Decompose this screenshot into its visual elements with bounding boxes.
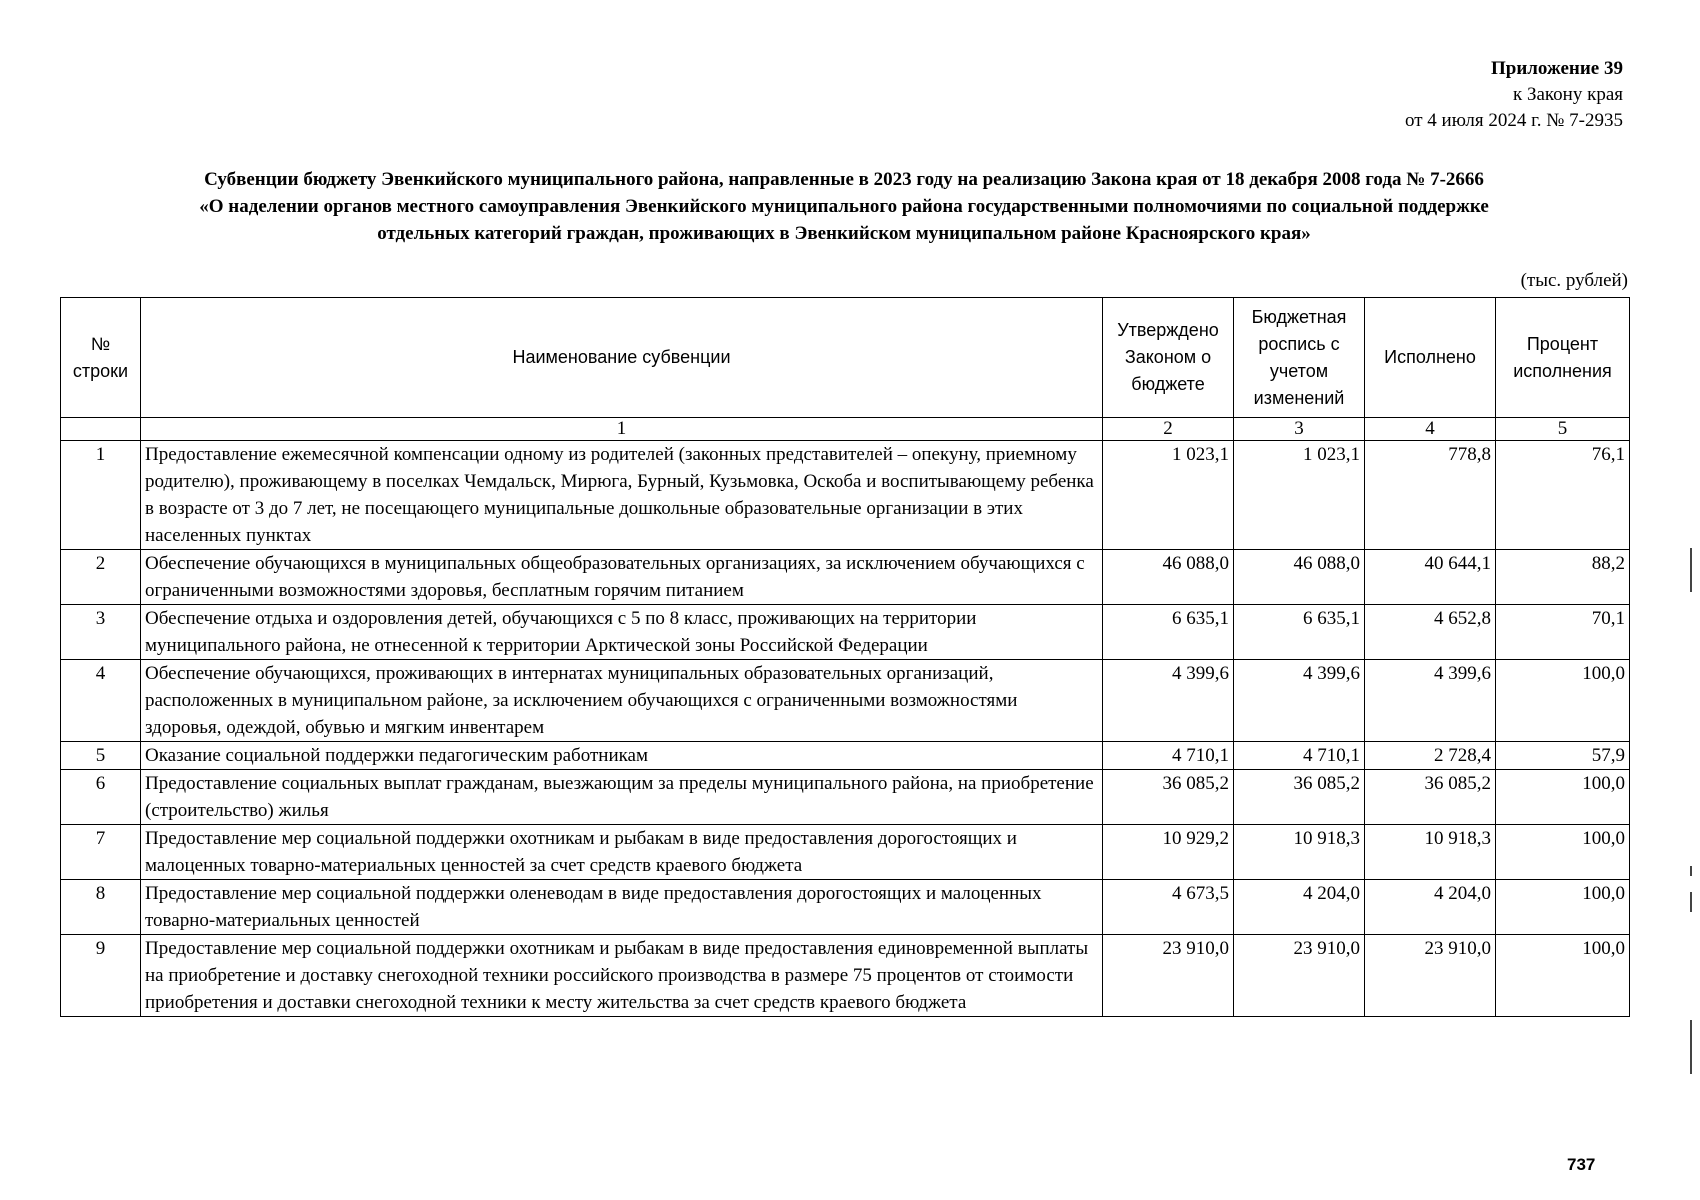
table-row — [61, 770, 1630, 825]
subsidy-name: Предоставление социальных выплат гражданам, выезжающим за пределы муниципального района, на приобретение (строительство) жилья — [141, 770, 1103, 825]
budget-value: 4 710,1 — [1234, 742, 1365, 770]
appendix-block — [1405, 56, 1623, 134]
row-number: 2 — [61, 550, 141, 605]
row-number: 6 — [61, 770, 141, 825]
units-label: (тыс. рублей) — [1520, 270, 1628, 291]
header-executed: Исполнено — [1365, 298, 1496, 418]
scan-edge-mark — [1690, 1020, 1692, 1074]
appendix-title: Приложение 39 — [1490, 58, 1623, 79]
header-approved: Утверждено Законом о бюджете — [1103, 298, 1234, 418]
percent-value: 76,1 — [1496, 441, 1630, 550]
approved-value: 10 929,2 — [1103, 825, 1234, 880]
table-row — [61, 742, 1630, 770]
header-budget-schedule: Бюджетная роспись с учетом изменений — [1234, 298, 1365, 418]
percent-value: 100,0 — [1496, 770, 1630, 825]
budget-value: 1 023,1 — [1234, 441, 1365, 550]
executed-value: 40 644,1 — [1365, 550, 1496, 605]
budget-value: 46 088,0 — [1234, 550, 1365, 605]
percent-value: 57,9 — [1496, 742, 1630, 770]
subsidies-table — [60, 297, 1630, 1017]
executed-value: 778,8 — [1365, 441, 1496, 550]
subsidy-name: Предоставление мер социальной поддержки охотникам и рыбакам в виде предоставления дорогостоящих и малоценных товарно-материальных ценностей за счет средств краевого бюджета — [141, 825, 1103, 880]
subsidy-name: Оказание социальной поддержки педагогическим работникам — [141, 742, 1103, 770]
percent-value: 88,2 — [1496, 550, 1630, 605]
column-number-1: 1 — [141, 418, 1103, 441]
approved-value: 23 910,0 — [1103, 935, 1234, 1017]
executed-value: 10 918,3 — [1365, 825, 1496, 880]
percent-value: 100,0 — [1496, 880, 1630, 935]
table-row — [61, 880, 1630, 935]
executed-value: 23 910,0 — [1365, 935, 1496, 1017]
budget-value: 4 399,6 — [1234, 660, 1365, 742]
approved-value: 4 673,5 — [1103, 880, 1234, 935]
approved-value: 4 399,6 — [1103, 660, 1234, 742]
row-number: 7 — [61, 825, 141, 880]
executed-value: 2 728,4 — [1365, 742, 1496, 770]
budget-value: 4 204,0 — [1234, 880, 1365, 935]
scan-edge-mark — [1690, 548, 1692, 592]
row-number: 8 — [61, 880, 141, 935]
executed-value: 36 085,2 — [1365, 770, 1496, 825]
table-row — [61, 550, 1630, 605]
subsidy-name: Предоставление ежемесячной компенсации одному из родителей (законных представителей – опекуну, приемному родителю), проживающему в поселках Чемдальск, Мирюга, Бурный, Кузьмовка, Оскоба и воспитывающему ребенка в возрасте от 3 до 7 лет, не посещающего муниципальные дошкольные образовательные организации в этих населенных пунктах — [141, 441, 1103, 550]
header-row-number: № строки — [61, 298, 141, 418]
page-number: 737 — [1567, 1155, 1596, 1174]
table-row — [61, 441, 1630, 550]
budget-value: 10 918,3 — [1234, 825, 1365, 880]
subsidy-name: Обеспечение обучающихся, проживающих в интернатах муниципальных образовательных организаций, расположенных в муниципальном районе, за исключением обучающихся с ограниченными возможностями здоровья, одеждой, обувью и мягким инвентарем — [141, 660, 1103, 742]
row-number: 4 — [61, 660, 141, 742]
column-number-row — [61, 418, 1630, 441]
header-percent: Процент исполнения — [1496, 298, 1630, 418]
appendix-date: от 4 июля 2024 г. № 7-2935 — [1404, 110, 1623, 131]
subsidy-name: Обеспечение обучающихся в муниципальных общеобразовательных организациях, за исключением обучающихся с ограниченными возможностями здоровья, бесплатным горячим питанием — [141, 550, 1103, 605]
executed-value: 4 399,6 — [1365, 660, 1496, 742]
subsidy-name: Предоставление мер социальной поддержки охотникам и рыбакам в виде предоставления единовременной выплаты на приобретение и доставку снегоходной техники российского производства в размере 75 процентов от стоимости приобретения и доставки снегоходной техники к месту жительства за счет средств краевого бюджета — [141, 935, 1103, 1017]
column-number-3: 3 — [1234, 418, 1365, 441]
table-row — [61, 605, 1630, 660]
row-number: 3 — [61, 605, 141, 660]
heading-line-1: Субвенции бюджету Эвенкийского муниципального района, направленные в 2023 году на реализацию Закона края от 18 декабря 2008 года № 7-2666 — [204, 169, 1484, 190]
document-heading — [60, 166, 1628, 247]
table-header-row — [61, 298, 1630, 418]
row-number: 1 — [61, 441, 141, 550]
budget-value: 23 910,0 — [1234, 935, 1365, 1017]
table-row — [61, 935, 1630, 1017]
percent-value: 100,0 — [1496, 825, 1630, 880]
approved-value: 46 088,0 — [1103, 550, 1234, 605]
column-number-blank — [61, 418, 141, 441]
executed-value: 4 652,8 — [1365, 605, 1496, 660]
budget-value: 36 085,2 — [1234, 770, 1365, 825]
subsidy-name: Предоставление мер социальной поддержки оленеводам в виде предоставления дорогостоящих и малоценных товарно-материальных ценностей — [141, 880, 1103, 935]
column-number-5: 5 — [1496, 418, 1630, 441]
column-number-2: 2 — [1103, 418, 1234, 441]
approved-value: 1 023,1 — [1103, 441, 1234, 550]
approved-value: 4 710,1 — [1103, 742, 1234, 770]
row-number: 9 — [61, 935, 141, 1017]
column-number-4: 4 — [1365, 418, 1496, 441]
executed-value: 4 204,0 — [1365, 880, 1496, 935]
table-row — [61, 825, 1630, 880]
row-number: 5 — [61, 742, 141, 770]
budget-value: 6 635,1 — [1234, 605, 1365, 660]
scan-edge-mark — [1690, 892, 1692, 912]
appendix-law-ref: к Закону края — [1512, 84, 1623, 105]
header-subsidy-name: Наименование субвенции — [141, 298, 1103, 418]
percent-value: 70,1 — [1496, 605, 1630, 660]
heading-line-3: отдельных категорий граждан, проживающих в Эвенкийском муниципальном районе Красноярского края» — [377, 223, 1311, 244]
approved-value: 6 635,1 — [1103, 605, 1234, 660]
percent-value: 100,0 — [1496, 935, 1630, 1017]
heading-line-2: «О наделении органов местного самоуправления Эвенкийского муниципального района государственными полномочиями по социальной поддержке — [199, 196, 1489, 217]
approved-value: 36 085,2 — [1103, 770, 1234, 825]
percent-value: 100,0 — [1496, 660, 1630, 742]
table-row — [61, 660, 1630, 742]
scan-edge-mark — [1690, 866, 1692, 876]
subsidy-name: Обеспечение отдыха и оздоровления детей, обучающихся с 5 по 8 класс, проживающих на территории муниципального района, не отнесенной к территории Арктической зоны Российской Федерации — [141, 605, 1103, 660]
